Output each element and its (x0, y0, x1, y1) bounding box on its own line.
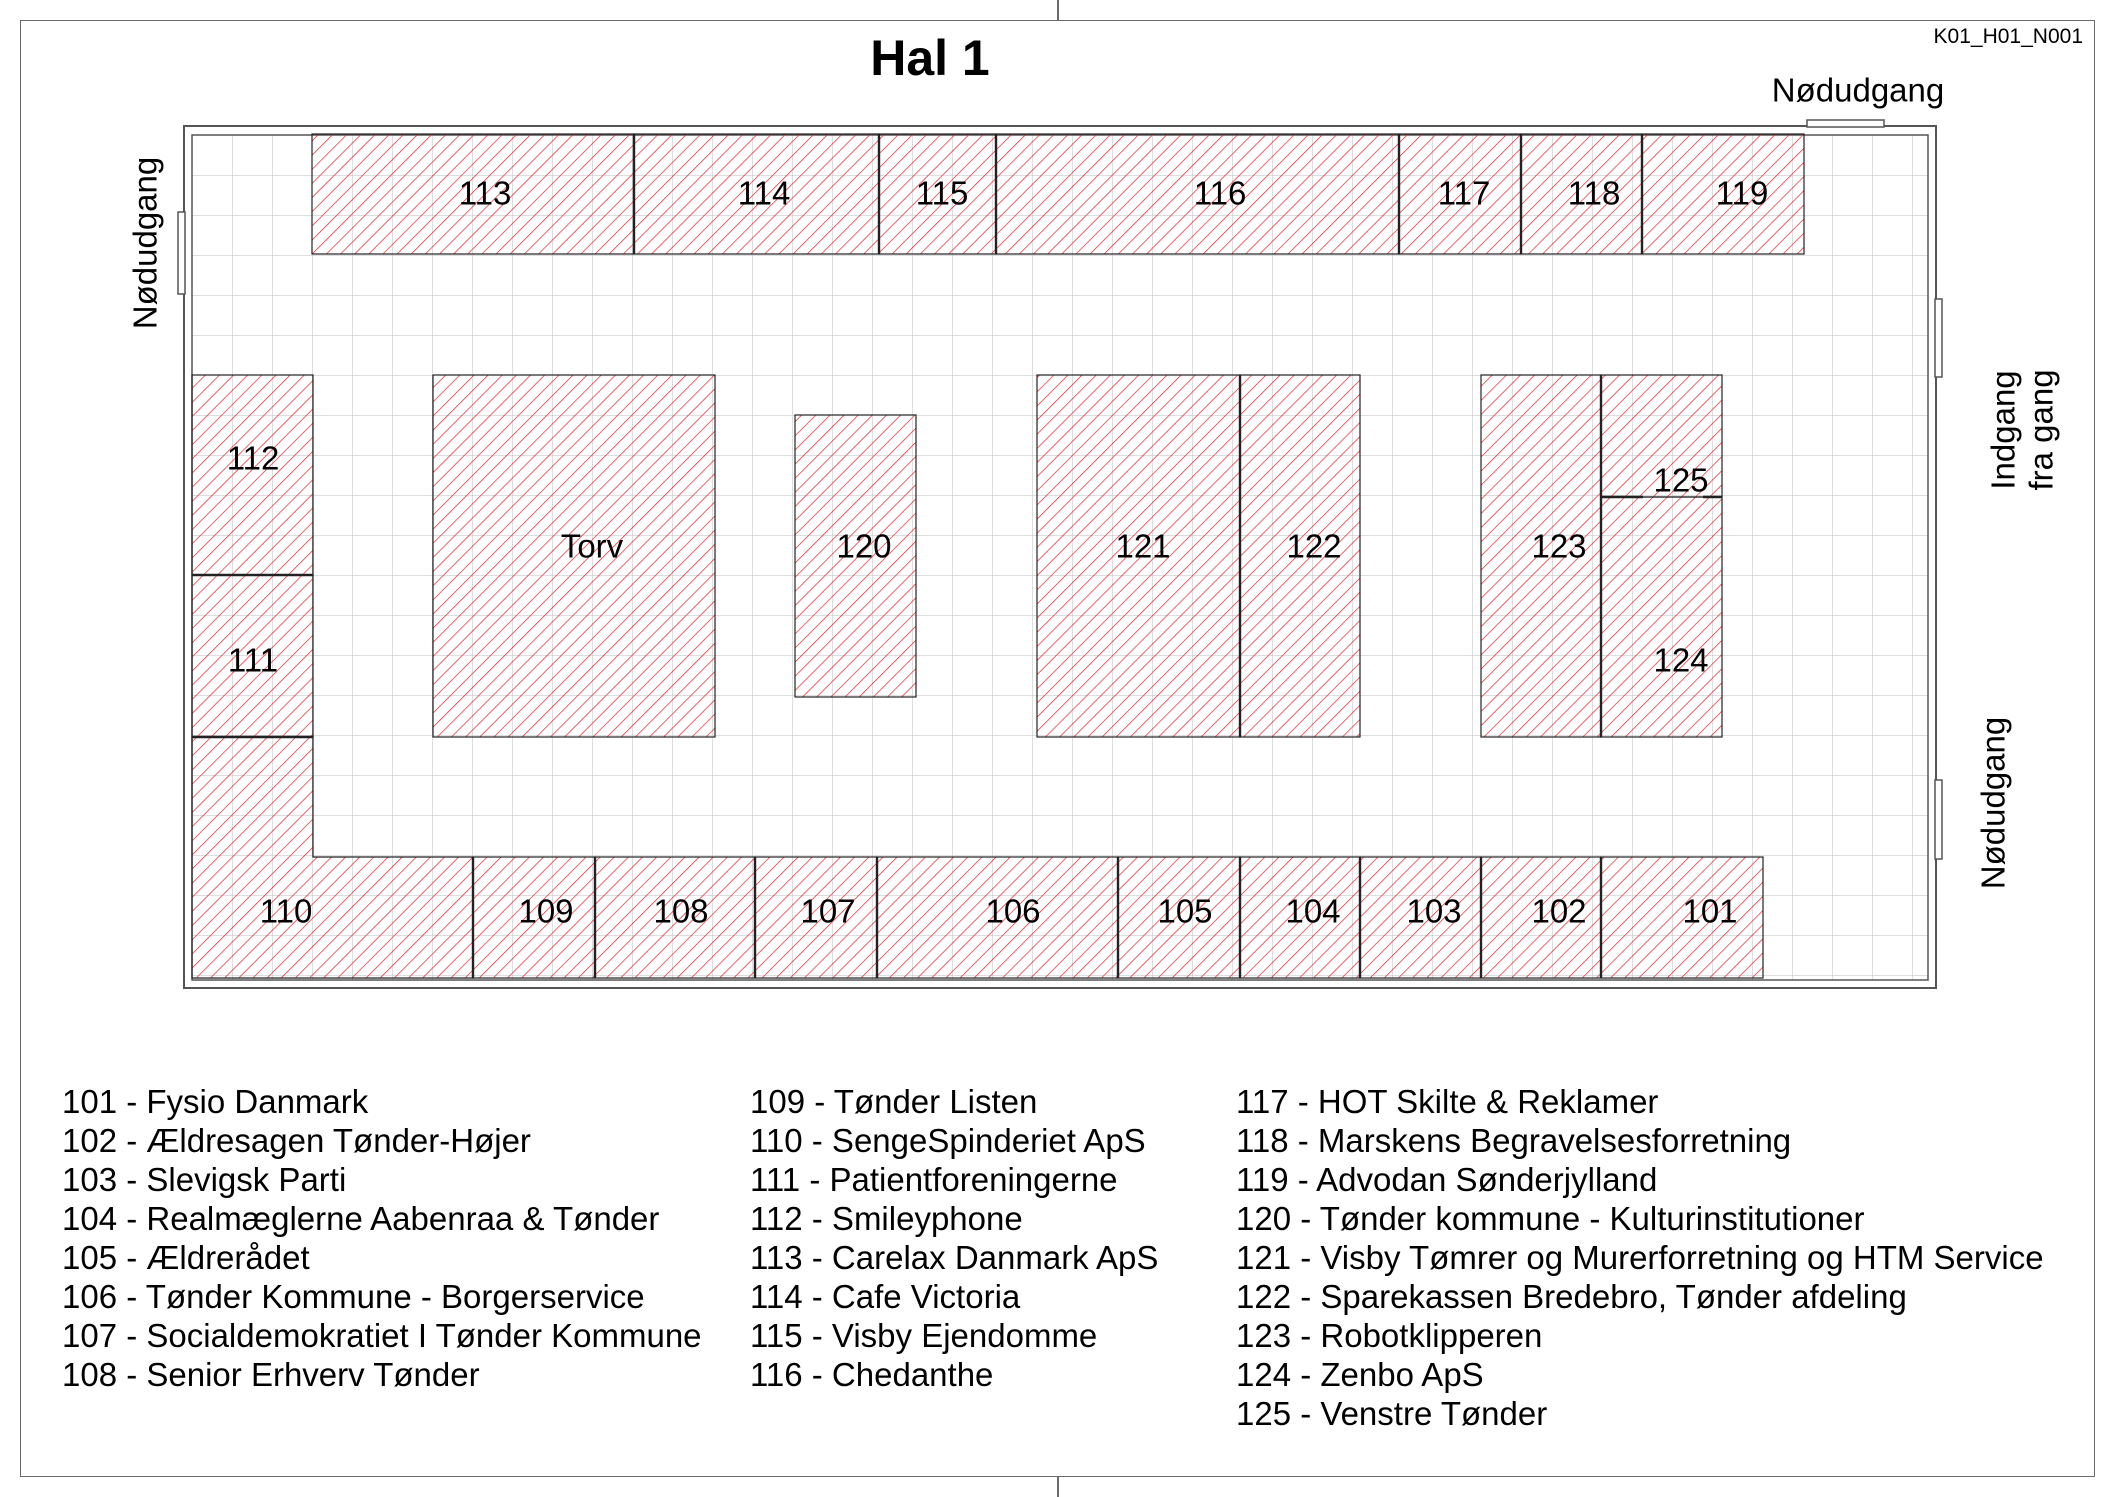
booth-label-117: 117 (1437, 174, 1491, 212)
booth-label-122: 122 (1286, 527, 1342, 565)
hall-title: Hal 1 (870, 30, 990, 86)
legend-item: 113 - Carelax Danmark ApS (750, 1239, 1159, 1276)
booth-label-104: 104 (1285, 892, 1341, 930)
legend-item: 121 - Visby Tømrer og Murerforretning og HTM Service (1236, 1239, 2044, 1276)
document-code: K01_H01_N001 (1933, 25, 2083, 48)
booth-label-torv: Torv (560, 527, 624, 565)
booth-label-113: 113 (458, 174, 512, 212)
legend-item: 119 - Advodan Sønderjylland (1236, 1161, 1658, 1198)
legend-item: 107 - Socialdemokratiet I Tønder Kommune (62, 1317, 702, 1354)
legend-item: 115 - Visby Ejendomme (750, 1317, 1098, 1354)
legend-item: 108 - Senior Erhverv Tønder (62, 1356, 480, 1393)
door-right-bottom (1935, 780, 1942, 859)
legend-item: 125 - Venstre Tønder (1236, 1395, 1548, 1432)
legend-column-1 (62, 1082, 702, 1394)
booth-label-105: 105 (1157, 892, 1213, 930)
booth-label-116: 116 (1193, 174, 1247, 212)
door-left (178, 212, 185, 294)
booth-label-103: 103 (1406, 892, 1462, 930)
booth-label-114: 114 (737, 174, 791, 212)
booth-label-121: 121 (1115, 527, 1171, 565)
legend-item: 114 - Cafe Victoria (750, 1278, 1021, 1315)
booth-label-109: 109 (518, 892, 574, 930)
entrance-label-line1: Indgang (1984, 370, 2022, 490)
legend-item: 104 - Realmæglerne Aabenraa & Tønder (62, 1200, 660, 1237)
legend-column-3 (1236, 1082, 2044, 1433)
legend-item: 111 - Patientforeningerne (750, 1161, 1118, 1198)
legend-item: 120 - Tønder kommune - Kulturinstitutioner (1236, 1200, 1865, 1237)
booth-label-102: 102 (1531, 892, 1587, 930)
legend-item: 118 - Marskens Begravelsesforretning (1236, 1122, 1792, 1159)
door-top-right (1807, 120, 1884, 127)
legend-item: 109 - Tønder Listen (750, 1083, 1038, 1120)
booth-label-107: 107 (800, 892, 856, 930)
booth-label-112: 112 (226, 439, 280, 477)
legend-item: 105 - Ældrerådet (62, 1239, 310, 1276)
door-right-entrance (1935, 299, 1942, 377)
legend-item: 117 - HOT Skilte & Reklamer (1236, 1083, 1659, 1120)
booth-label-101: 101 (1682, 892, 1738, 930)
exit-label-bottom-right: Nødudgang (1974, 716, 2012, 890)
booth-label-125: 125 (1653, 461, 1709, 499)
legend-item: 101 - Fysio Danmark (62, 1083, 369, 1120)
legend-item: 123 - Robotklipperen (1236, 1317, 1543, 1354)
legend-item: 124 - Zenbo ApS (1236, 1356, 1484, 1393)
booth-label-119: 119 (1715, 174, 1769, 212)
exit-label-top-right: Nødudgang (1771, 71, 1945, 109)
booth-label-123: 123 (1531, 527, 1587, 565)
legend-column-2 (750, 1082, 1158, 1394)
legend-item: 106 - Tønder Kommune - Borgerservice (62, 1278, 645, 1315)
booth-label-110: 110 (259, 892, 313, 930)
legend-item: 112 - Smileyphone (750, 1200, 1023, 1237)
legend-item: 102 - Ældresagen Tønder-Højer (62, 1122, 531, 1159)
booth-124-area (1601, 497, 1722, 737)
booth-label-106: 106 (985, 892, 1041, 930)
legend-item: 122 - Sparekassen Bredebro, Tønder afdeling (1236, 1278, 1907, 1315)
exit-label-left: Nødudgang (126, 156, 164, 330)
booth-label-120: 120 (836, 527, 892, 565)
booth-label-124: 124 (1653, 641, 1709, 679)
entrance-label-line2: fra gang (2022, 369, 2060, 491)
booth-label-111: 111 (227, 641, 279, 679)
legend-item: 103 - Slevigsk Parti (62, 1161, 347, 1198)
booth-label-108: 108 (653, 892, 709, 930)
booth-label-118: 118 (1567, 174, 1621, 212)
legend-item: 110 - SengeSpinderiet ApS (750, 1122, 1146, 1159)
legend-item: 116 - Chedanthe (750, 1356, 994, 1393)
booth-label-115: 115 (915, 174, 969, 212)
